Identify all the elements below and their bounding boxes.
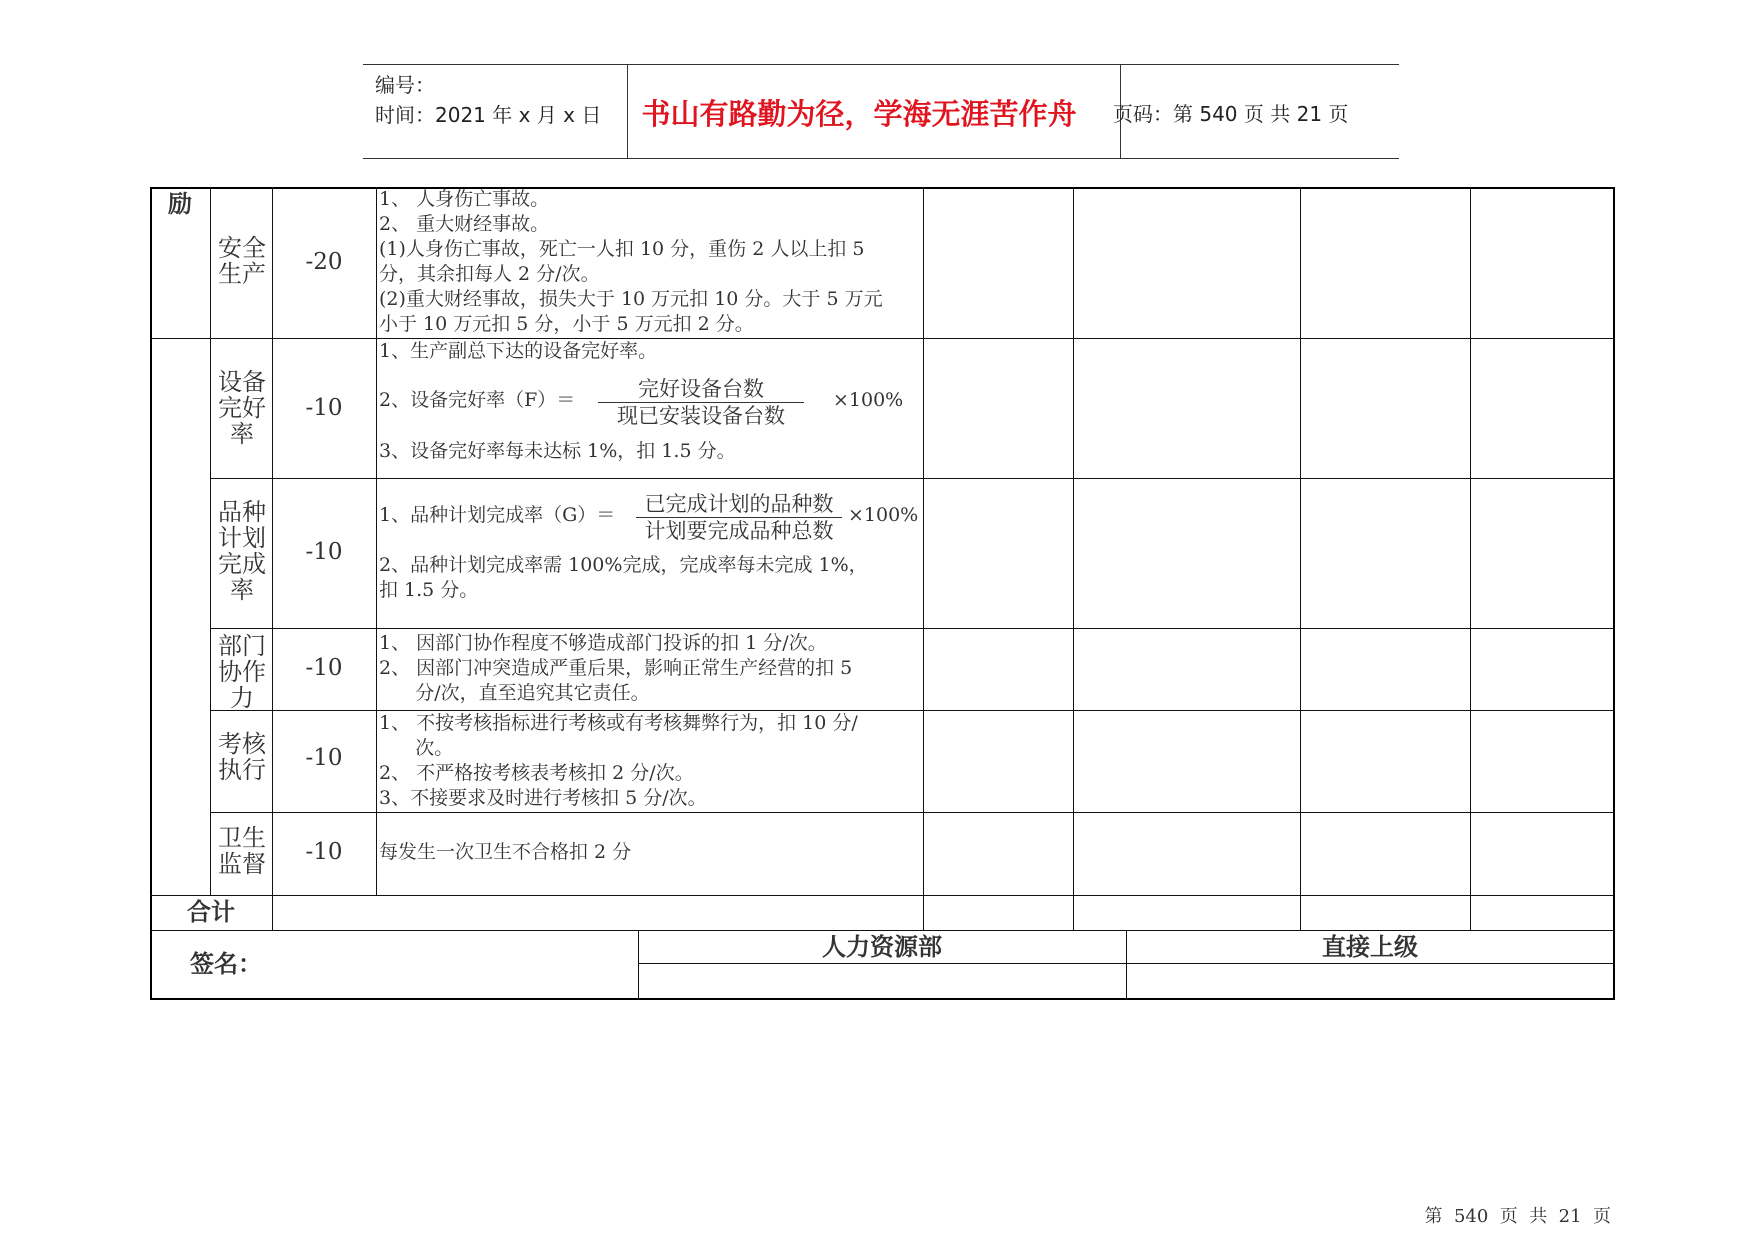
row-divider <box>150 895 1614 896</box>
denominator: 计划要完成品种总数 <box>644 519 834 543</box>
description-line: 次。 <box>379 737 454 759</box>
table-border <box>150 998 1614 1000</box>
column-divider <box>1470 187 1471 930</box>
column-divider <box>1073 187 1074 930</box>
table-border <box>1613 187 1615 1000</box>
page-footer: 第 540 页 共 21 页 <box>1424 1206 1611 1227</box>
column-divider <box>210 187 211 895</box>
description-line: 1、 不按考核指标进行考核或有考核舞弊行为，扣 10 分/ <box>379 712 858 734</box>
numerator: 已完成计划的品种数 <box>644 492 834 516</box>
formula-prefix: 1、品种计划完成率（G）＝ <box>379 504 616 526</box>
item-score: -10 <box>305 839 343 865</box>
description-line: (2)重大财经事故，损失大于 10 万元扣 10 分。大于 5 万元 <box>379 288 883 310</box>
description-line: 分，其余扣每人 2 分/次。 <box>379 263 600 285</box>
formula-prefix: 2、设备完好率（F）＝ <box>379 389 576 411</box>
number-label: 编号： <box>375 73 435 97</box>
row-divider <box>150 930 1614 931</box>
row-divider <box>210 628 1614 629</box>
total-label: 合计 <box>187 898 235 926</box>
item-name: 安全生产 <box>218 234 266 288</box>
item-score: -10 <box>305 745 343 771</box>
hr-department-label: 人力资源部 <box>822 933 942 961</box>
header-meta <box>375 70 601 130</box>
item-score: -10 <box>305 395 343 421</box>
row-divider <box>210 812 1614 813</box>
item-description <box>379 711 858 811</box>
assessment-table <box>150 187 1614 999</box>
formula-fraction <box>598 377 804 428</box>
description-line: 1、生产副总下达的设备完好率。 <box>379 340 658 362</box>
row-divider <box>210 478 1614 479</box>
header-bottom-rule <box>363 158 1399 159</box>
header-page-number: 页码：第 540 页 共 21 页 <box>1113 102 1349 126</box>
formula-suffix: ×100% <box>833 389 904 411</box>
description-line: 1、 因部门协作程度不够造成部门投诉的扣 1 分/次。 <box>379 632 827 654</box>
item-score: -10 <box>305 655 343 681</box>
description-line: 2、 不严格按考核表考核扣 2 分/次。 <box>379 762 694 784</box>
direct-supervisor-label: 直接上级 <box>1322 933 1418 961</box>
table-border <box>150 187 152 1000</box>
description-line: 1、 人身伤亡事故。 <box>379 188 550 210</box>
column-divider <box>923 187 924 930</box>
denominator: 现已安装设备台数 <box>617 404 785 428</box>
fraction-bar <box>598 402 804 403</box>
row-divider <box>150 338 1614 339</box>
description-line: 小于 10 万元扣 5 分，小于 5 万元扣 2 分。 <box>379 313 754 335</box>
formula-suffix: ×100% <box>848 504 919 526</box>
description-line: 3、不接要求及时进行考核扣 5 分/次。 <box>379 787 707 809</box>
description-line: 每发生一次卫生不合格扣 2 分 <box>379 841 632 863</box>
category-label: 励 <box>168 190 192 218</box>
description-line: 分/次，直至追究其它责任。 <box>379 682 650 704</box>
date-label: 时间：2021 年 x 月 x 日 <box>375 103 602 127</box>
item-name: 考核执行 <box>218 730 266 784</box>
description-line: 2、 重大财经事故。 <box>379 213 550 235</box>
item-name: 部门协作力 <box>218 632 266 712</box>
description-line: 3、设备完好率每未达标 1%，扣 1.5 分。 <box>379 440 736 462</box>
item-score: -20 <box>305 249 343 275</box>
motto-text: 书山有路勤为径，学海无涯苦作舟 <box>641 97 1077 131</box>
column-divider <box>376 187 377 895</box>
column-divider <box>1300 187 1301 930</box>
formula-fraction <box>636 492 842 543</box>
signature-label: 签名： <box>190 950 262 978</box>
fraction-bar <box>636 517 842 518</box>
description-line: 2、品种计划完成率需 100%完成，完成率每未完成 1%， <box>379 554 868 576</box>
page-header <box>363 64 1399 159</box>
item-name: 设备完好率 <box>218 368 266 448</box>
description-line: (1)人身伤亡事故，死亡一人扣 10 分，重伤 2 人以上扣 5 <box>379 238 865 260</box>
description-line: 2、 因部门冲突造成严重后果，影响正常生产经营的扣 5 <box>379 657 853 679</box>
header-top-rule <box>363 64 1399 65</box>
numerator: 完好设备台数 <box>638 377 764 401</box>
item-description <box>379 187 883 337</box>
item-name: 品种计划完成率 <box>218 498 266 604</box>
description-line: 扣 1.5 分。 <box>379 579 479 601</box>
item-score: -10 <box>305 539 343 565</box>
item-name: 卫生监督 <box>218 824 266 878</box>
item-description <box>379 631 852 706</box>
